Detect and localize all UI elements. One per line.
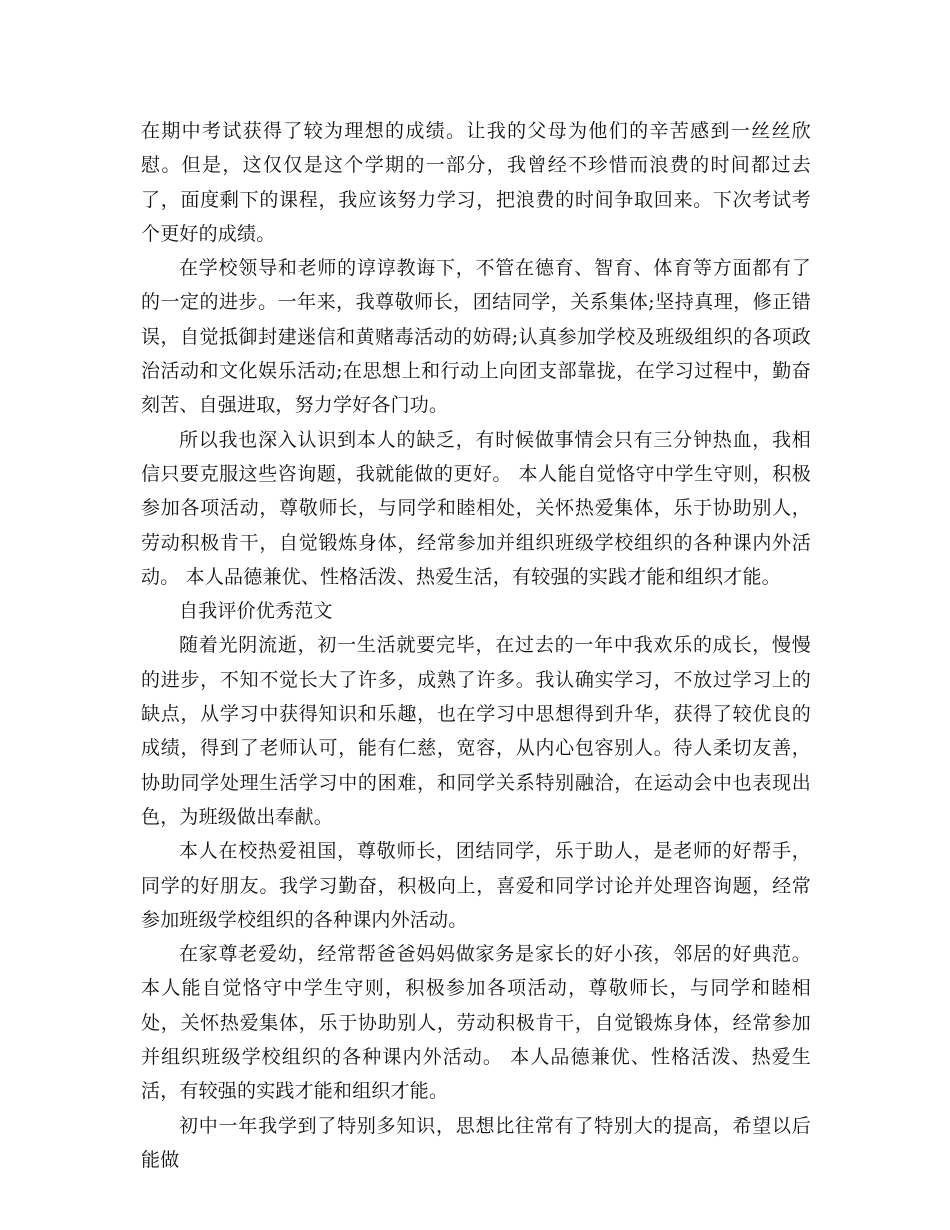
paragraph: 本人在校热爱祖国，尊敬师长，团结同学，乐于助人，是老师的好帮手，同学的好朋友。我学习勤奋，积极向上，喜爱和同学讨论并处理咨询题，经常参加班级学校组织的各种课内外活动。	[141, 840, 811, 931]
paragraph: 在家尊老爱幼，经常帮爸爸妈妈做家务是家长的好小孩，邻居的好典范。本人能自觉恪守中学生守则，积极参加各项活动，尊敬师长，与同学和睦相处，关怀热爱集体，乐于协助别人，劳动积极肯干，自觉锻炼身体，经常参加并组织班级学校组织的各种课内外活动。 本人品德兼优、性格活泼、热爱生活，有较强的实践才能和组织才能。	[141, 943, 811, 1103]
section-heading: 自我评价优秀范文	[179, 600, 333, 623]
document-body	[141, 114, 811, 1177]
paragraph: 在学校领导和老师的谆谆教诲下，不管在德育、智育、体育等方面都有了的一定的进步。一年来，我尊敬师长，团结同学，关系集体;坚持真理，修正错误，自觉抵御封建迷信和黄赌毒活动的妨碍;认真参加学校及班级组织的各项政治活动和文化娱乐活动;在思想上和行动上向团支部靠拢，在学习过程中，勤奋刻苦、自强进取，努力学好各门功。	[141, 257, 811, 417]
paragraph-continuation: 在期中考试获得了较为理想的成绩。让我的父母为他们的辛苦感到一丝丝欣慰。但是，这仅仅是这个学期的一部分，我曾经不珍惜而浪费的时间都过去了，面度剩下的课程，我应该努力学习，把浪费的时间争取回来。下次考试考个更好的成绩。	[141, 120, 811, 245]
paragraph: 所以我也深入认识到本人的缺乏，有时候做事情会只有三分钟热血，我相信只要克服这些咨询题，我就能做的更好。 本人能自觉恪守中学生守则，积极参加各项活动，尊敬师长，与同学和睦相处，关怀热爱集体，乐于协助别人，劳动积极肯干，自觉锻炼身体，经常参加并组织班级学校组织的各种课内外活动。 本人品德兼优、性格活泼、热爱生活，有较强的实践才能和组织才能。	[141, 428, 811, 588]
paragraph: 随着光阴流逝，初一生活就要完毕，在过去的一年中我欢乐的成长，慢慢的进步，不知不觉长大了许多，成熟了许多。我认确实学习，不放过学习上的缺点，从学习中获得知识和乐趣，也在学习中思想得到升华，获得了较优良的成绩，得到了老师认可，能有仁慈，宽容，从内心包容别人。待人柔切友善，协助同学处理生活学习中的困难，和同学关系特别融洽，在运动会中也表现出色，为班级做出奉献。	[141, 634, 811, 828]
paragraph: 初中一年我学到了特别多知识，思想比往常有了特别大的提高，希望以后能做	[141, 1114, 811, 1171]
